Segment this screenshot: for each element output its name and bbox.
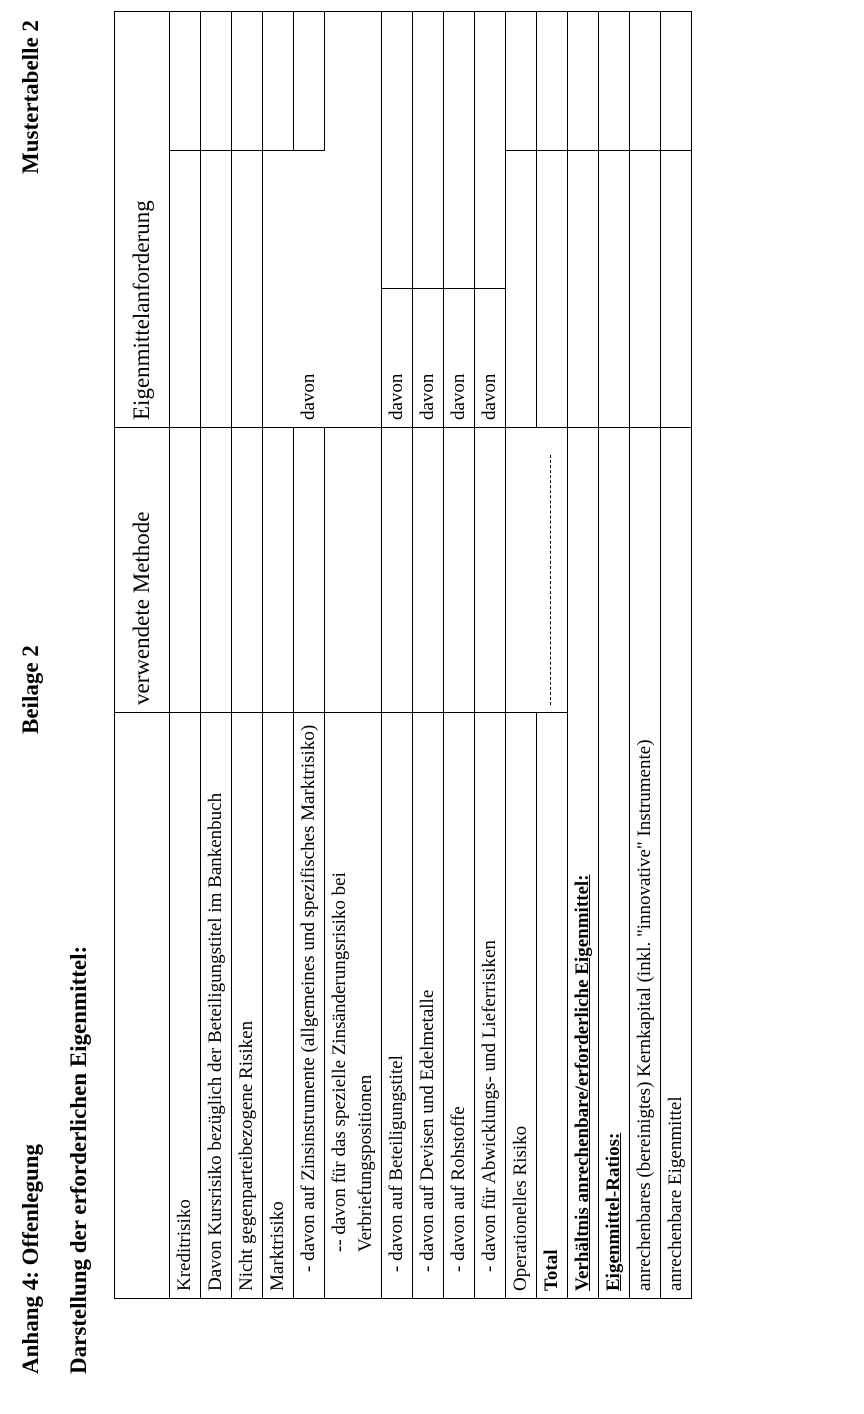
row-label-total: Total	[537, 713, 568, 1299]
requirement-cell	[170, 150, 201, 427]
requirement-cell	[475, 12, 506, 289]
table-row	[630, 12, 661, 1299]
table-row	[537, 12, 568, 1299]
table-row	[444, 12, 475, 1299]
requirement-column-header: Eigenmittelanforderung	[115, 12, 170, 428]
requirement-sub-cell	[294, 12, 325, 151]
table-row	[263, 12, 294, 1299]
row-label-fx-precious-metals: - davon auf Devisen und Edelmetalle	[413, 713, 444, 1299]
table-row	[382, 12, 413, 1299]
method-cell	[294, 428, 325, 713]
table-row	[568, 12, 599, 1299]
table-row	[506, 12, 537, 1299]
requirement-cell	[537, 150, 568, 427]
requirement-cell	[599, 150, 630, 427]
row-label-capital-ratios: Eigenmittel-Ratios:	[599, 428, 630, 1299]
method-cell	[201, 428, 232, 713]
method-cell	[232, 428, 263, 713]
section-title: Darstellung der erforderlichen Eigenmittel:	[66, 945, 91, 1374]
davon-label: davon	[444, 289, 475, 428]
requirement-cell	[263, 150, 294, 427]
row-label-interest-rate-instruments: - davon auf Zinsinstrumente (allgemeines und spezifisches Marktrisiko)	[294, 713, 325, 1299]
row-label-non-counterparty-risk: Nicht gegenparteibezogene Risiken	[232, 713, 263, 1299]
davon-label: davon	[294, 150, 325, 427]
row-label-operational-risk: Operationelles Risiko	[506, 713, 537, 1299]
requirement-cell	[630, 150, 661, 427]
requirement-sub-cell	[201, 12, 232, 151]
annex-header: Anhang 4: Offenlegung	[18, 1143, 43, 1374]
method-cell	[325, 428, 382, 713]
table-row	[599, 12, 630, 1299]
header-blank-cell	[115, 713, 170, 1299]
row-label-equity-price-risk: Davon Kursrisiko bezüglich der Beteiligungstitel im Bankenbuch	[201, 713, 232, 1299]
table-row	[294, 12, 325, 1299]
method-column-header: verwendete Methode	[115, 428, 170, 713]
requirement-cell	[444, 12, 475, 289]
method-cell	[382, 428, 413, 713]
method-cell	[170, 428, 201, 713]
requirement-cell	[382, 12, 413, 289]
davon-label: davon	[413, 289, 444, 428]
davon-label: davon	[475, 289, 506, 428]
row-label-eligible-capital: anrechenbare Eigenmittel	[661, 428, 692, 1299]
method-cell	[263, 428, 294, 713]
row-label-credit-risk: Kreditrisiko	[170, 713, 201, 1299]
requirement-cell	[201, 150, 232, 427]
row-label-equity-securities: - davon auf Beteiligungstitel	[382, 713, 413, 1299]
requirement-sub-cell	[568, 12, 599, 151]
table-row	[201, 12, 232, 1299]
method-cell	[444, 428, 475, 713]
requirement-cell	[661, 150, 692, 427]
dashed-line	[550, 455, 551, 705]
enclosure-header: Beilage 2	[18, 645, 43, 734]
table-row	[413, 12, 444, 1299]
requirement-cell	[325, 12, 382, 428]
table-header-row	[115, 12, 170, 1299]
method-cell	[475, 428, 506, 713]
row-label-core-capital: anrechenbares (bereinigtes) Kernkapital (inkl. "innovative" Instrumente)	[630, 428, 661, 1299]
row-label-capital-ratio: Verhältnis anrechenbare/erforderliche Eigenmittel:	[568, 428, 599, 1299]
table-row	[325, 12, 382, 1299]
davon-label: davon	[382, 289, 413, 428]
capital-requirements-table	[114, 11, 692, 1299]
row-label-market-risk: Marktrisiko	[263, 713, 294, 1299]
row-label-securitisation-risk: -- davon für das spezielle Zinsänderungsrisiko bei Verbriefungspositionen	[325, 713, 382, 1299]
table-row	[170, 12, 201, 1299]
row-label-settlement-risk: - davon für Abwicklungs- und Lieferrisiken	[475, 713, 506, 1299]
requirement-sub-cell	[506, 12, 537, 151]
row-label-commodities: - davon auf Rohstoffe	[444, 713, 475, 1299]
requirement-cell	[568, 150, 599, 427]
requirement-sub-cell	[170, 12, 201, 151]
requirement-cell	[506, 150, 537, 427]
requirement-sub-cell	[537, 12, 568, 151]
requirement-sub-cell	[661, 12, 692, 151]
requirement-sub-cell	[599, 12, 630, 151]
requirement-cell	[232, 150, 263, 427]
template-header: Mustertabelle 2	[18, 20, 43, 174]
method-cell	[413, 428, 444, 713]
table-row	[232, 12, 263, 1299]
method-cell	[506, 428, 537, 713]
requirement-sub-cell	[263, 12, 294, 151]
requirement-cell	[413, 12, 444, 289]
table-row	[475, 12, 506, 1299]
requirement-sub-cell	[232, 12, 263, 151]
table-row	[661, 12, 692, 1299]
total-method-dashes	[537, 428, 568, 713]
requirement-sub-cell	[630, 12, 661, 151]
